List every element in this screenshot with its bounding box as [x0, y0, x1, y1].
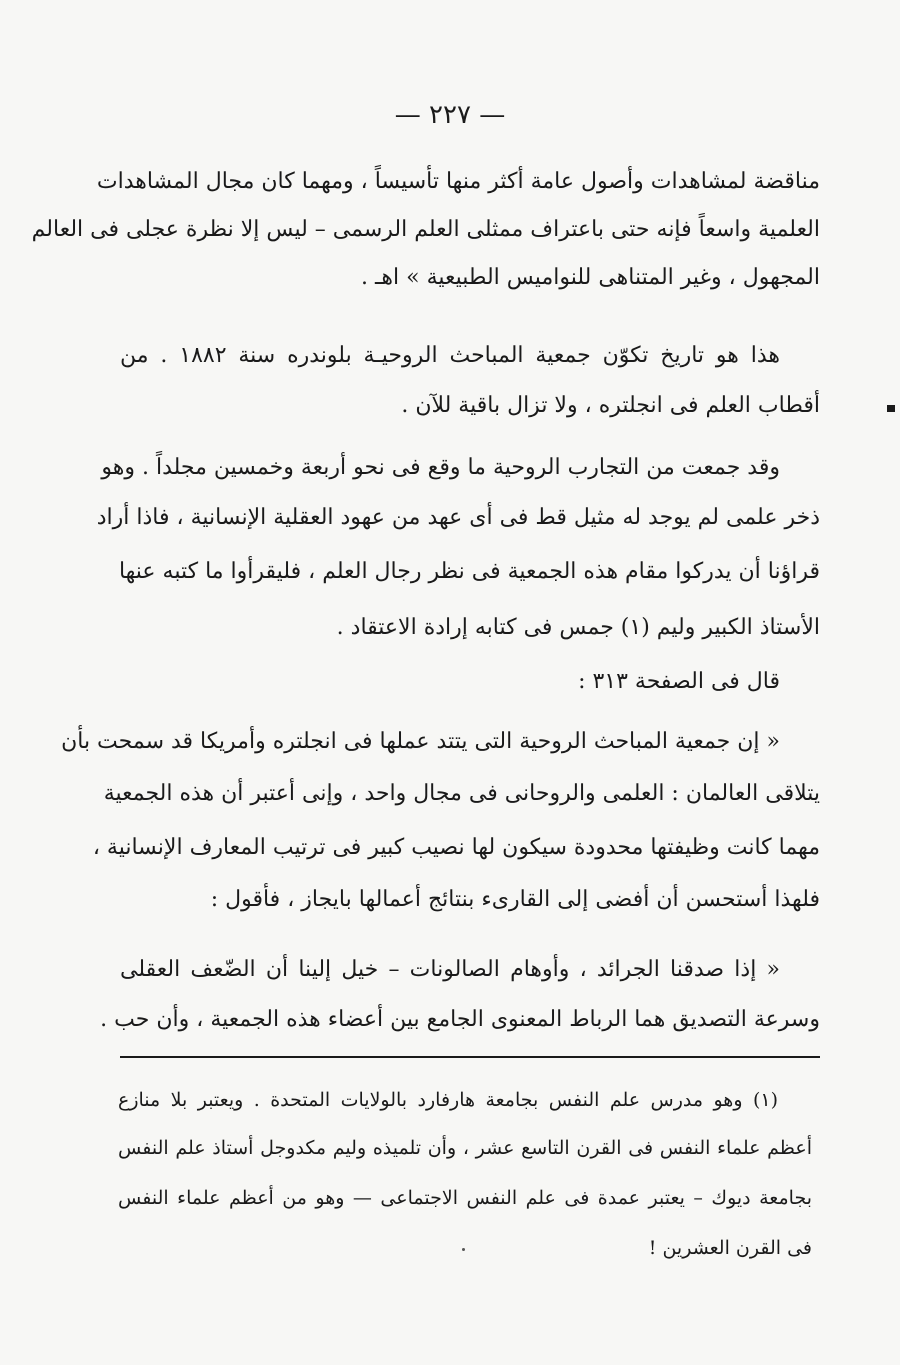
speck-mark [462, 1248, 465, 1251]
quote-line: فلهذا أستحسن أن أفضى إلى القارىء بنتائج أعمالها بايجاز ، فأقول : [210, 887, 820, 912]
body-line: الأستاذ الكبير وليم (١) جمس فى كتابه إرادة الاعتقاد . [336, 615, 820, 640]
page-number: — ٢٢٧ — [394, 100, 506, 130]
quote-line: يتلاقى العالمان : العلمى والروحانى فى مجال واحد ، وإنى أعتبر أن هذه الجمعية [103, 781, 820, 806]
body-line: المجهول ، وغير المتناهى للنواميس الطبيعية » اهـ . [360, 265, 820, 290]
footnote-rule [120, 1056, 820, 1058]
body-line: ذخر علمى لم يوجد له مثيل قط فى أى عهد من عهود العقلية الإنسانية ، فاذا أراد [96, 505, 820, 530]
body-line: مناقضة لمشاهدات وأصول عامة أكثر منها تأسيساً ، ومهما كان مجال المشاهدات [96, 169, 820, 194]
section-heading: قال فى الصفحة ٣١٣ : [578, 669, 780, 694]
footnote-line: أعظم علماء النفس فى القرن التاسع عشر ، وأن تلميذه وليم مكدوجل أستاذ علم النفس [118, 1137, 812, 1159]
margin-mark [887, 405, 895, 412]
body-line: العلمية واسعاً فإنه حتى باعتراف ممثلى العلم الرسمى – ليس إلا نظرة عجلى فى العالم [31, 217, 820, 242]
body-line: هذا هو تاريخ تكوّن جمعية المباحث الروحيـة بلوندره سنة ١٨٨٢ . من [120, 343, 780, 368]
quote-line: « إن جمعية المباحث الروحية التى يتتد عملها فى انجلتره وأمريكا قد سمحت بأن [61, 729, 780, 754]
footnote-line: بجامعة ديوك – يعتبر عمدة فى علم النفس الاجتماعى — وهو من أعظم علماء النفس [118, 1187, 812, 1209]
body-line: قراؤنا أن يدركوا مقام هذه الجمعية فى نظر رجال العلم ، فليقرأوا ما كتبه عنها [118, 559, 820, 584]
quote-line: وسرعة التصديق هما الرباط المعنوى الجامع بين أعضاء هذه الجمعية ، وأن حب . [100, 1007, 820, 1032]
quote-line: مهما كانت وظيفتها محدودة سيكون لها نصيب كبير فى ترتيب المعارف الإنسانية ، [92, 835, 820, 860]
footnote-line: (١) وهو مدرس علم النفس بجامعة هارفارد بالولايات المتحدة . ويعتبر بلا منازع [118, 1089, 778, 1111]
footnote-line: فى القرن العشرين ! [648, 1237, 812, 1259]
body-line: وقد جمعت من التجارب الروحية ما وقع فى نحو أربعة وخمسين مجلداً . وهو [101, 455, 780, 480]
body-line: أقطاب العلم فى انجلتره ، ولا تزال باقية للآن . [401, 393, 820, 418]
quote-line: « إذا صدقنا الجرائد ، وأوهام الصالونات – خيل إلينا أن الضّعف العقلى [120, 957, 780, 982]
